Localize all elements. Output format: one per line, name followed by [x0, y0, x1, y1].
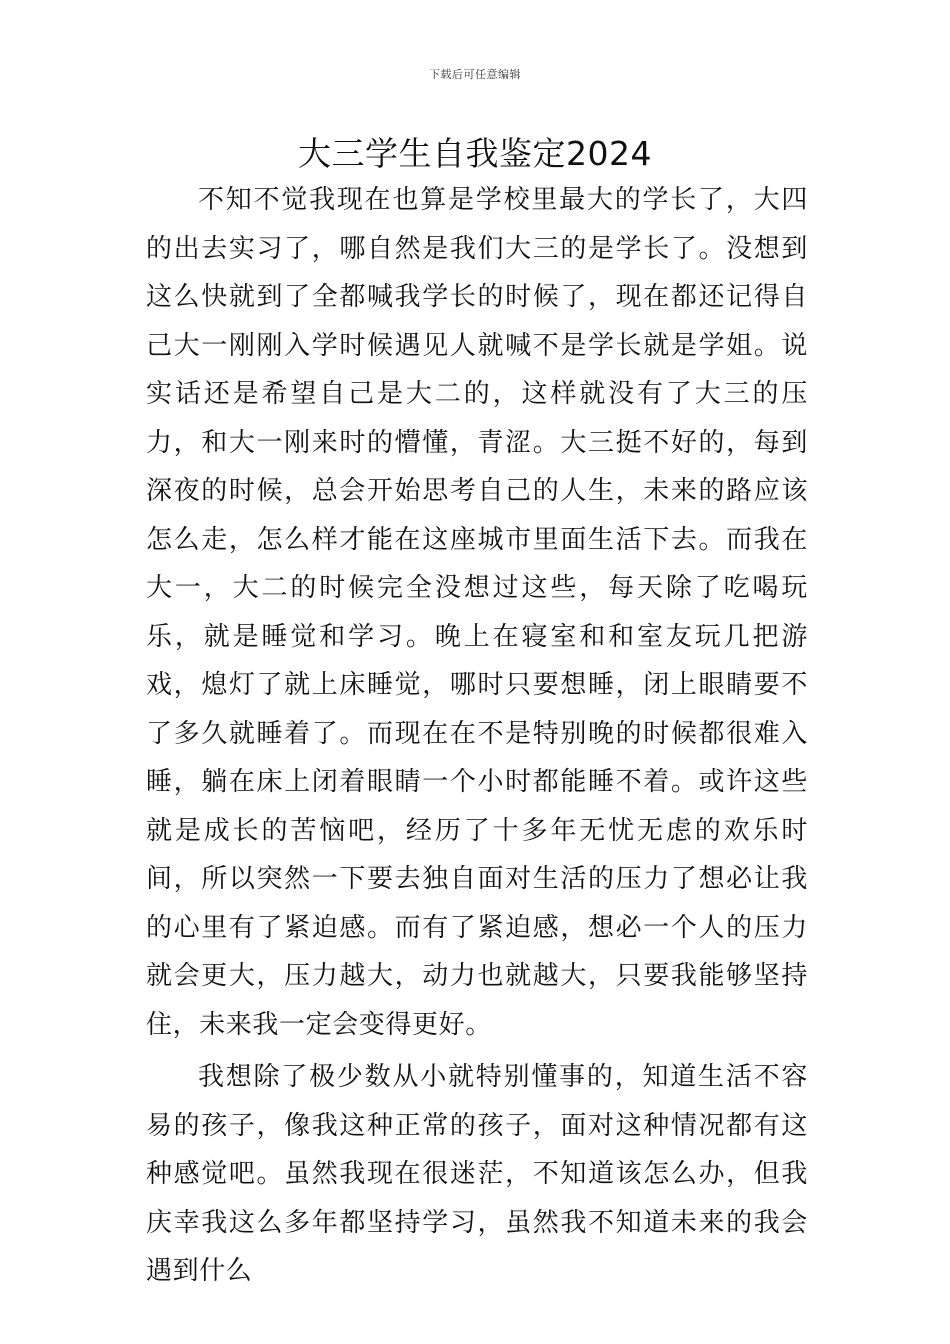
paragraph-1: 不知不觉我现在也算是学校里最大的学长了，大四的出去实习了，哪自然是我们大三的是学长了。没想到这么快就到了全都喊我学长的时候了，现在都还记得自己大一刚刚入学时候遇见人就喊不是学长就是学姐。说实话还是希望自己是大二的，这样就没有了大三的压力，和大一刚来时的懵懂，青涩。大三挺不好的，每到深夜的时候，总会开始思考自己的人生，未来的路应该怎么走，怎么样才能在这座城市里面生活下去。而我在大一，大二的时候完全没想过这些，每天除了吃喝玩乐，就是睡觉和学习。晚上在寝室和和室友玩几把游戏，熄灯了就上床睡觉，哪时只要想睡，闭上眼睛要不了多久就睡着了。而现在在不是特别晚的时候都很难入睡，躺在床上闭着眼睛一个小时都能睡不着。或许这些就是成长的苦恼吧，经历了十多年无忧无虑的欢乐时间，所以突然一下要去独自面对生活的压力了想必让我的心里有了紧迫感。而有了紧迫感，想必一个人的压力就会更大，压力越大，动力也就越大，只要我能够坚持住，未来我一定会变得更好。	[146, 185, 808, 1040]
header-note: 下载后可任意编辑	[429, 68, 521, 81]
paragraph-2: 我想除了极少数从小就特别懂事的，知道生活不容易的孩子，像我这种正常的孩子，面对这种情况都有这种感觉吧。虽然我现在很迷茫，不知道该怎么办，但我庆幸我这么多年都坚持学习，虽然我不知道未来的我会遇到什么	[146, 1062, 808, 1286]
document-title: 大三学生自我鉴定2024	[298, 134, 652, 173]
document-body	[146, 176, 808, 1296]
